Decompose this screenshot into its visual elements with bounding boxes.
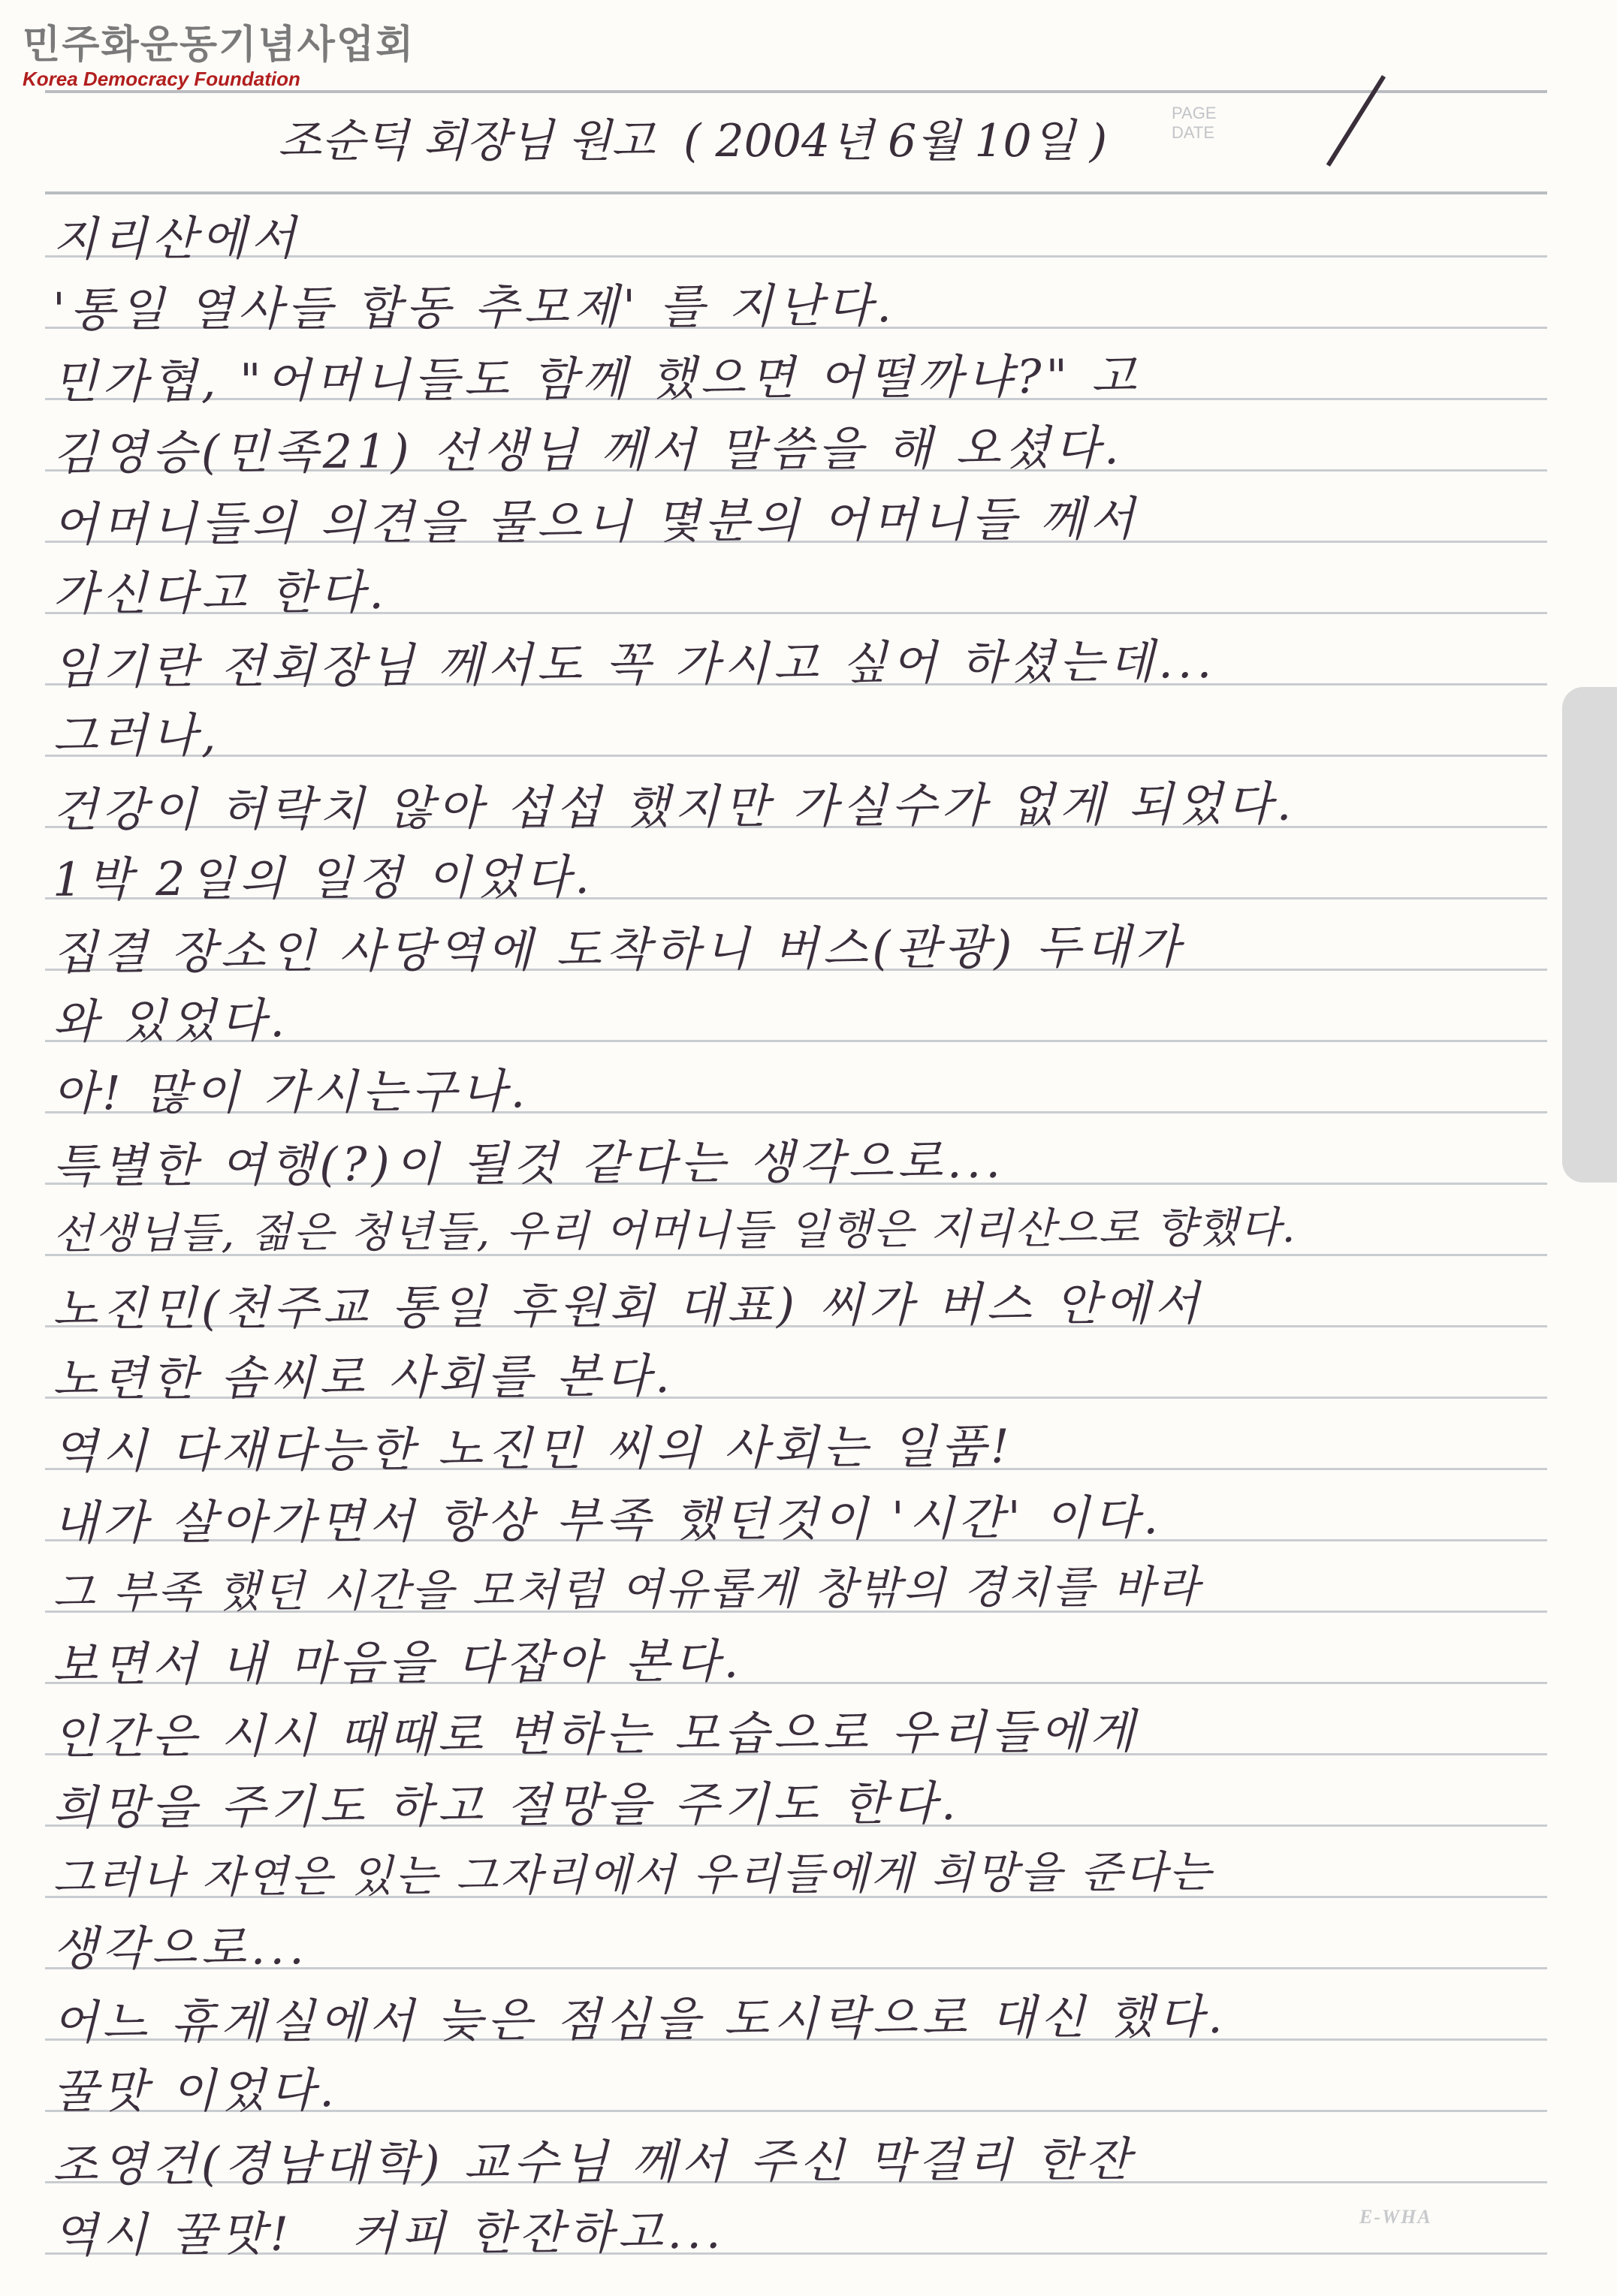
text-line: 그 부족 했던 시간을 모처럼 여유롭게 창밖의 경치를 바라 [52,1560,1202,1619]
text-line: 보면서 내 마음을 다잡아 본다. [52,1633,744,1692]
organization-logo [23,23,415,90]
text-line: 가신다고 한다. [52,564,388,622]
slash-mark [1326,75,1386,167]
text-line: '통일 열사들 합동 추모제' 를 지난다. [52,278,897,337]
date-label: DATE [1172,123,1215,142]
text-line: 노진민(천주교 통일 후원회 대표) 씨가 버스 안에서 [52,1275,1204,1337]
text-line: 건강이 허락치 않아 섭섭 했지만 가실수가 없게 되었다. [52,776,1296,838]
top-rule [45,90,1547,93]
text-line: 민가협, "어머니들도 함께 했으면 어떨까냐?" 고 [52,348,1141,409]
organization-name-en: Korea Democracy Foundation [23,68,300,90]
text-line: 어머니들의 의견을 물으니 몇분의 어머니들 께서 [52,491,1139,552]
text-line: 노련한 솜씨로 사회를 본다. [52,1348,674,1407]
text-line: 선생님들, 젊은 청년들, 우리 어머니들 일행은 지리산으로 향했다. [52,1203,1297,1259]
page-label: PAGE [1172,104,1217,122]
text-line: 집결 장소인 사당역에 도착하니 버스(관광) 두대가 [52,919,1184,980]
text-line: 와 있었다. [52,993,290,1049]
text-line: 어느 휴게실에서 늦은 점심을 도시락으로 대신 했다. [52,1988,1227,2050]
text-line: 특별한 여행(?)이 될것 같다는 생각으로... [52,1133,1006,1194]
text-line: 희망을 주기도 하고 절망을 주기도 한다. [52,1775,961,1836]
text-line: 임기란 전회장님 께서도 꼭 가시고 싶어 하셨는데... [52,633,1217,695]
text-line: 역시 다재다능한 노진민 씨의 사회는 일품! [52,1418,1014,1479]
text-line: 김영승(민족21) 선생님 께서 말씀을 해 오셨다. [52,420,1124,481]
text-line: 역시 꿀맛! 커피 한잔하고... [52,2204,726,2263]
text-line: 생각으로... [52,1920,309,1976]
text-line: 내가 살아가면서 항상 부족 했던것이 '시간' 이다. [52,1490,1163,1550]
page-title: 조순덕 회장님 원고 ( 2004년 6월 10일 ) [278,115,1108,167]
text-line: 지리산에서 [52,210,300,267]
organization-name-kr: 민주화운동기념사업회 [23,23,415,68]
text-line: 인간은 시시 때때로 변하는 모습으로 우리들에게 [52,1704,1139,1764]
text-line: 1박 2일의 일정 이었다. [52,849,595,907]
text-line: 그러나, [52,707,221,764]
text-line: 꿀맛 이었다. [52,2062,339,2119]
header-rule [45,191,1547,194]
text-line: 조영건(경남대학) 교수님 께서 주신 막걸리 한잔 [52,2132,1136,2192]
text-line: 아! 많이 가시는구나. [52,1063,530,1121]
text-line: 그러나 자연은 있는 그자리에서 우리들에게 희망을 준다는 [52,1846,1214,1904]
notebook-brand: E-WHA [1359,2206,1432,2228]
page-date-label [1172,104,1217,143]
page-tab-edge [1562,687,1617,1183]
ruled-line [45,755,1547,757]
